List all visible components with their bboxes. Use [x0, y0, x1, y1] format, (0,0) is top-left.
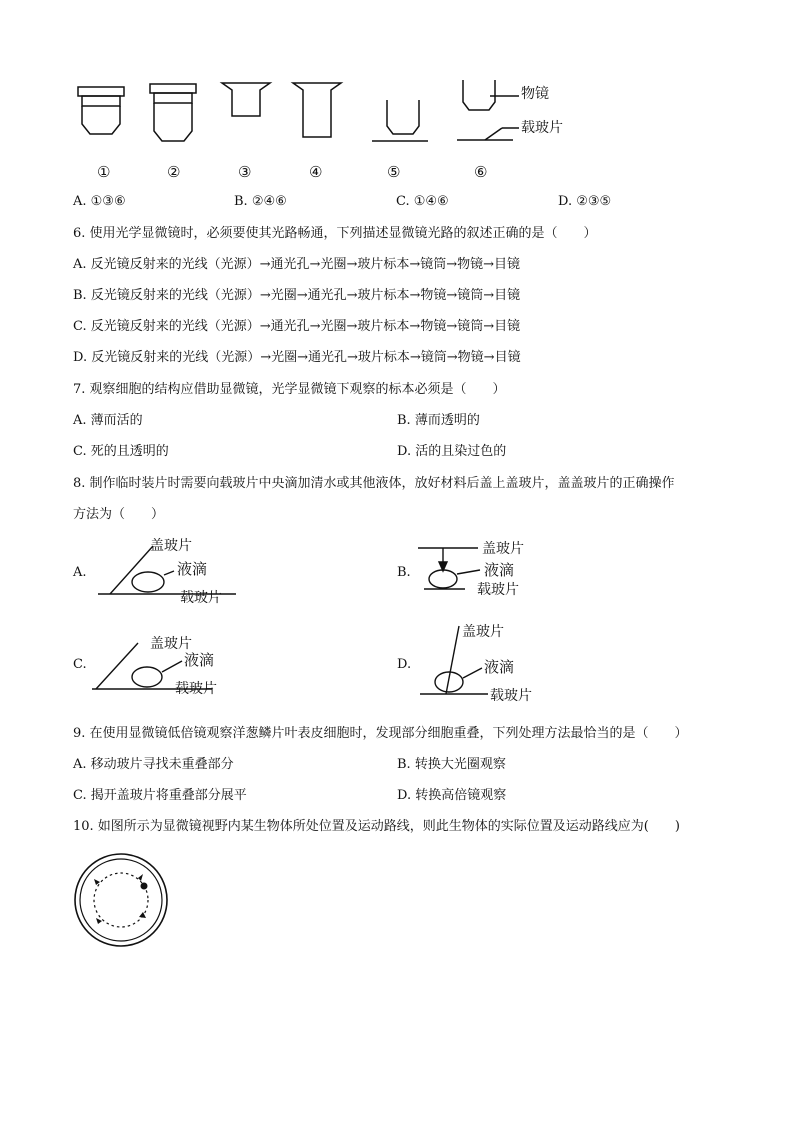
q9-option-a: A. 移动玻片寻找未重叠部分 [73, 757, 234, 772]
q7-option-d: D. 活的且染过色的 [397, 444, 507, 459]
lens-number-3: ③ [238, 163, 252, 181]
q7-option-a: A. 薄而活的 [73, 413, 143, 428]
b-label-slide: 载玻片 [477, 582, 519, 598]
label-objective: 物镜 [521, 86, 549, 102]
q8-option-b: B. [397, 565, 411, 580]
b-label-drop: 液滴 [484, 561, 515, 579]
q8-option-c: C. [73, 657, 87, 672]
lens-number-5: ⑤ [387, 163, 401, 181]
lens-number-6: ⑥ [474, 163, 488, 181]
q6-option-d: D. 反光镜反射来的光线（光源）→光圈→通光孔→玻片标本→镜筒→物镜→目镜 [73, 350, 521, 365]
q6-option-b: B. 反光镜反射来的光线（光源）→光圈→通光孔→玻片标本→物镜→镜筒→目镜 [73, 288, 521, 303]
q7-option-c: C. 死的且透明的 [73, 444, 169, 459]
lens-number-2: ② [167, 163, 181, 181]
q5-option-c: C. ①④⑥ [396, 194, 449, 209]
q8-stem-line2: 方法为（ ） [73, 507, 165, 522]
q6-option-a: A. 反光镜反射来的光线（光源）→通光孔→光圈→玻片标本→镜筒→物镜→目镜 [73, 257, 521, 272]
d-label-cover: 盖玻片 [462, 624, 504, 640]
q8-option-a: A. [73, 565, 87, 580]
q8-stem-line1: 8. 制作临时装片时需要向载玻片中央滴加清水或其他液体，放好材料后盖上盖玻片，盖盖玻片的正确操作 [73, 476, 675, 491]
q6-option-c: C. 反光镜反射来的光线（光源）→通光孔→光圈→玻片标本→物镜→镜筒→目镜 [73, 319, 521, 334]
c-label-slide: 载玻片 [175, 681, 217, 697]
q9-option-c: C. 揭开盖玻片将重叠部分展平 [73, 788, 247, 803]
diagram-b [418, 548, 480, 589]
q10-stem: 10. 如图所示为显微镜视野内某生物体所处位置及运动路线，则此生物体的实际位置及运动路线应为( ) [73, 819, 680, 834]
q5-option-a: A. ①③⑥ [73, 194, 126, 209]
label-slide: 载玻片 [521, 120, 563, 136]
q9-stem: 9. 在使用显微镜低倍镜观察洋葱鳞片叶表皮细胞时，发现部分细胞重叠，下列处理方法最恰当的是（ ） [73, 726, 688, 741]
field-of-view-diagram [72, 852, 172, 952]
a-label-drop: 液滴 [177, 560, 208, 578]
a-label-slide: 载玻片 [180, 590, 222, 606]
d-label-slide: 载玻片 [490, 688, 532, 704]
d-label-drop: 液滴 [484, 658, 515, 676]
organism-dot [141, 883, 148, 890]
q6-stem: 6. 使用光学显微镜时，必须要使其光路畅通，下列描述显微镜光路的叙述正确的是（ ） [73, 226, 597, 241]
q5-option-b: B. ②④⑥ [234, 194, 287, 209]
q7-stem: 7. 观察细胞的结构应借助显微镜，光学显微镜下观察的标本必须是（ ） [73, 382, 506, 397]
lens-number-4: ④ [309, 163, 323, 181]
q9-option-d: D. 转换高倍镜观察 [397, 788, 507, 803]
c-label-cover: 盖玻片 [150, 636, 192, 652]
q5-option-d: D. ②③⑤ [558, 194, 612, 209]
lens-number-1: ① [97, 163, 111, 181]
q7-option-b: B. 薄而透明的 [397, 413, 480, 428]
a-label-cover: 盖玻片 [150, 538, 192, 554]
c-label-drop: 液滴 [184, 651, 215, 669]
q9-option-b: B. 转换大光圈观察 [397, 757, 506, 772]
q8-option-d: D. [397, 657, 412, 672]
b-label-cover: 盖玻片 [482, 541, 524, 557]
